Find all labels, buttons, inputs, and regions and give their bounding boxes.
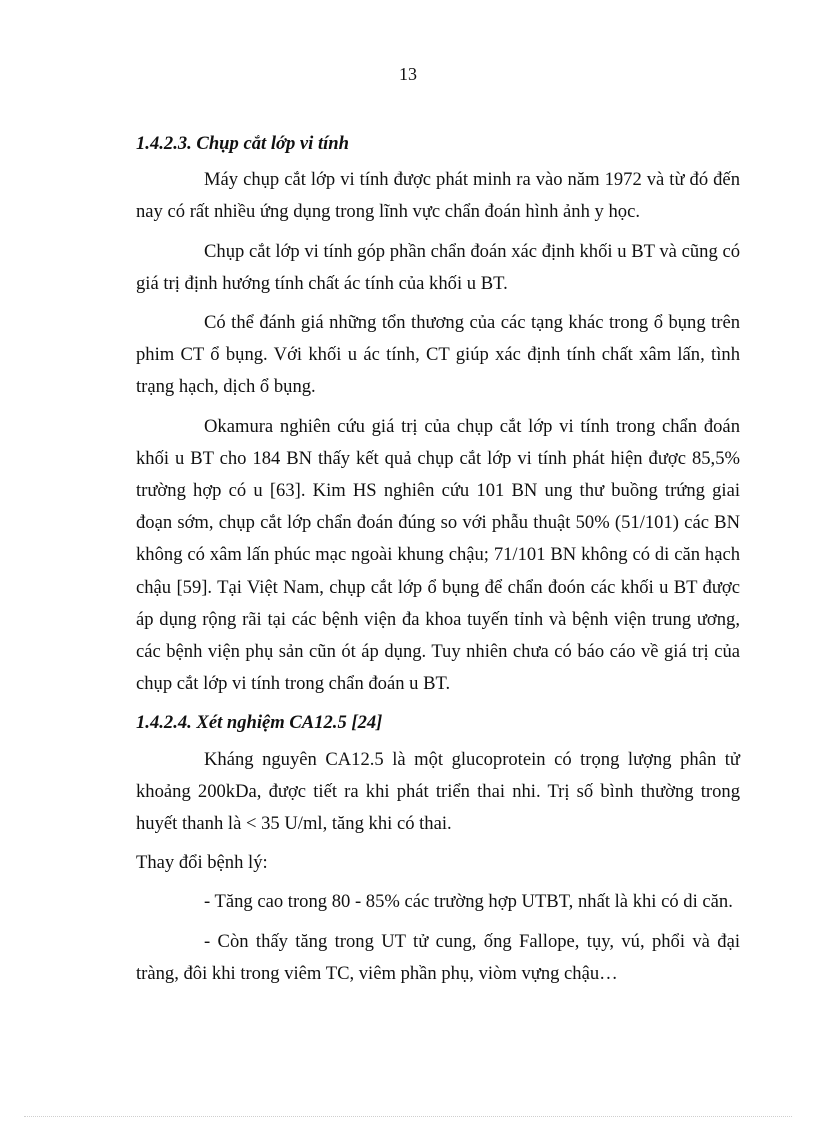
paragraph-ca125-definition: Kháng nguyên CA12.5 là một glucoprotein có trọng lượng phân tử khoảng 200kDa, được tiết ra khi phát triển thai nhi. Trị số bình thường trong huyết thanh là < 35 U/ml, tăng khi có thai. <box>136 748 740 835</box>
list-item: - Còn thấy tăng trong UT tử cung, ống Fallope, tụy, vú, phổi và đại tràng, đôi khi trong viêm TC, viêm phần phụ, viòm vựng chậu… <box>136 930 740 984</box>
section-heading-ct: 1.4.2.3. Chụp cắt lớp vi tính <box>136 133 349 154</box>
page-number: 13 <box>399 64 417 84</box>
paragraph-ct-studies: Okamura nghiên cứu giá trị của chụp cắt lớp vi tính trong chẩn đoán khối u BT cho 184 BN thấy kết quả chụp cắt lớp vi tính phát hiện được 85,5% trường hợp có u [63]. Kim HS nghiên cứu 101 BN ung thư buồng trứng giai đoạn sớm, chụp cắt lớp chẩn đoán đúng so với phẫu thuật 50% (51/101) các BN không có xâm lấn phúc mạc ngoài khung chậu; 71/101 BN không có di căn hạch chậu [59]. Tại Việt Nam, chụp cắt lớp ổ bụng để chẩn đoón các khối u BT được áp dụng rộng rãi tại các bệnh viện đa khoa tuyến tỉnh và bệnh viện trung ương, các bệnh viện phụ sản cũn ót áp dụng. Tuy nhiên chưa có báo cáo về giá trị của chụp cắt lớp vi tính trong chẩn đoán u BT. <box>136 415 740 695</box>
document-body <box>136 128 740 997</box>
paragraph-ct-history: Máy chụp cắt lớp vi tính được phát minh ra vào năm 1972 và từ đó đến nay có rất nhiều ứng dụng trong lĩnh vực chẩn đoán hình ảnh y học. <box>136 169 740 223</box>
paragraph-ct-diagnosis: Chụp cắt lớp vi tính góp phần chẩn đoán xác định khối u BT và cũng có giá trị định hướng tính chất ác tính của khối u BT. <box>136 240 740 294</box>
paragraph-ct-evaluation: Có thể đánh giá những tổn thương của các tạng khác trong ổ bụng trên phim CT ổ bụng. Với khối u ác tính, CT giúp xác định tính chất xâm lấn, tình trạng hạch, dịch ổ bụng. <box>136 312 740 398</box>
paragraph-pathology-label: Thay đổi bệnh lý: <box>136 852 268 874</box>
page-bottom-divider <box>24 1116 792 1117</box>
list-item: - Tăng cao trong 80 - 85% các trường hợp UTBT, nhất là khi có di căn. <box>204 891 733 913</box>
section-heading-ca125: 1.4.2.4. Xét nghiệm CA12.5 [24] <box>136 712 383 734</box>
